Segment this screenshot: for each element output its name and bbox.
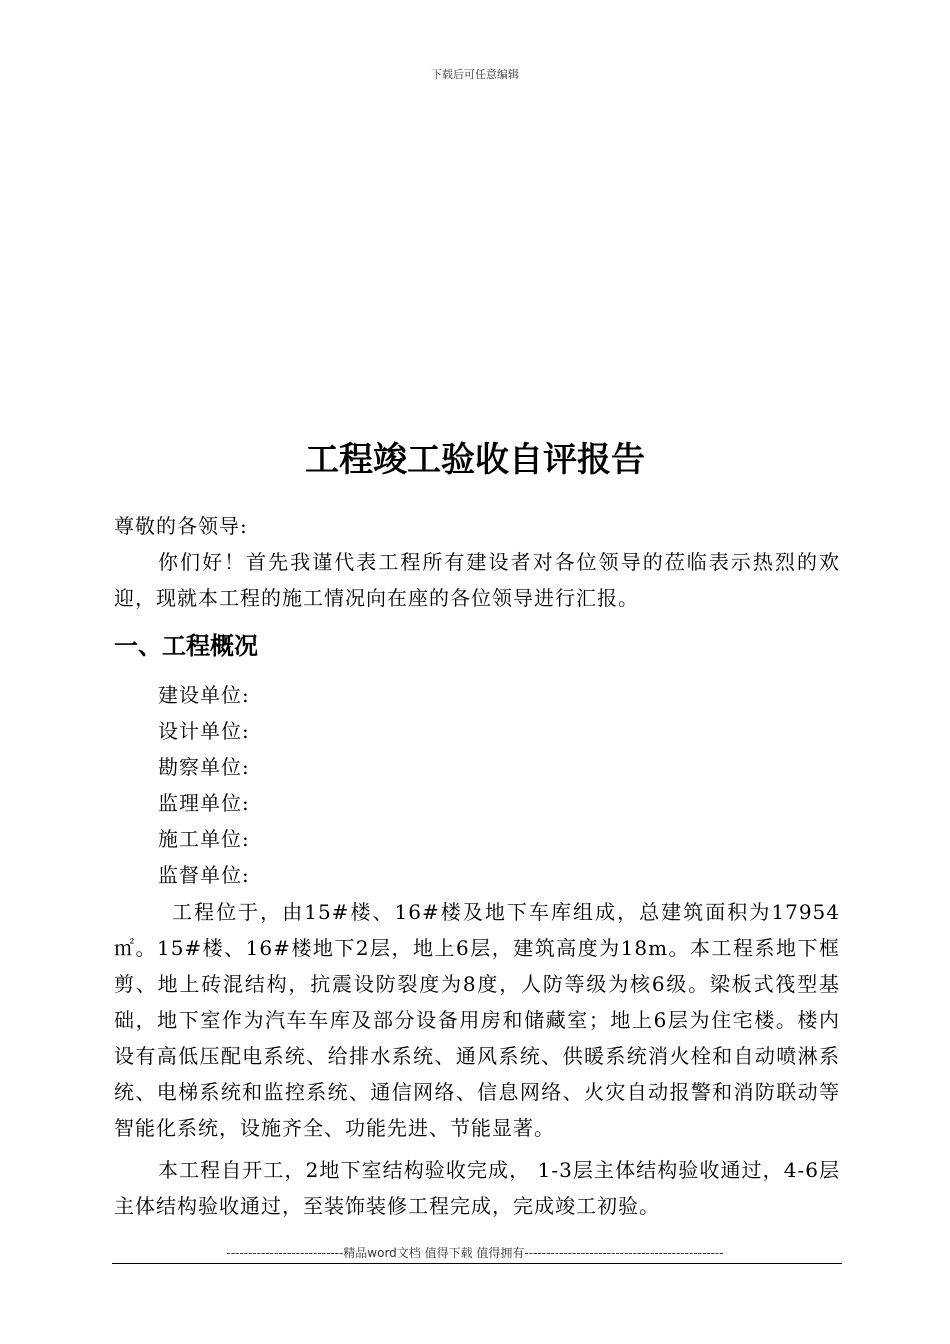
footer-note: ---------------------------精品word文档 值得下载 值得拥有----------------------------------------------	[226, 1246, 724, 1260]
header-note: 下载后可任意编辑	[431, 68, 519, 81]
greeting-paragraph: 你们好！首先我谨代表工程所有建设者对各位领导的莅临表示热烈的欢迎，现就本工程的施工情况向在座的各位领导进行汇报。	[114, 550, 840, 610]
section-heading-overview: 一、工程概况	[114, 632, 258, 660]
progress-paragraph: 本工程自开工，2地下室结构验收完成， 1-3层主体结构验收通过，4-6层主体结构验收通过，至装饰装修工程完成，完成竣工初验。	[114, 1158, 840, 1218]
unit-item-oversight: 监督单位:	[158, 863, 250, 887]
unit-list	[158, 677, 250, 893]
footer-rule	[112, 1263, 842, 1264]
overview-paragraph: 工程位于，由15#楼、16#楼及地下车库组成，总建筑面积为17954㎡。15#楼、16#楼地下2层，地上6层，建筑高度为18m。本工程系地下框剪、地上砖混结构，抗震设防裂度为8度，人防等级为核6级。梁板式筏型基础，地下室作为汽车车库及部分设备用房和储藏室；地上6层为住宅楼。楼内设有高低压配电系统、给排水系统、通风系统、供暖系统消火栓和自动喷淋系统、电梯系统和监控系统、通信网络、信息网络、火灾自动报警和消防联动等智能化系统，设施齐全、功能先进、节能显著。	[114, 900, 840, 1140]
unit-item-construction: 建设单位:	[158, 683, 250, 707]
document-title: 工程竣工验收自评报告	[305, 440, 645, 480]
unit-item-design: 设计单位:	[158, 719, 250, 743]
salutation: 尊敬的各领导:	[114, 514, 248, 538]
unit-item-supervision: 监理单位:	[158, 791, 250, 815]
unit-item-contractor: 施工单位:	[158, 827, 250, 851]
unit-item-survey: 勘察单位:	[158, 755, 250, 779]
